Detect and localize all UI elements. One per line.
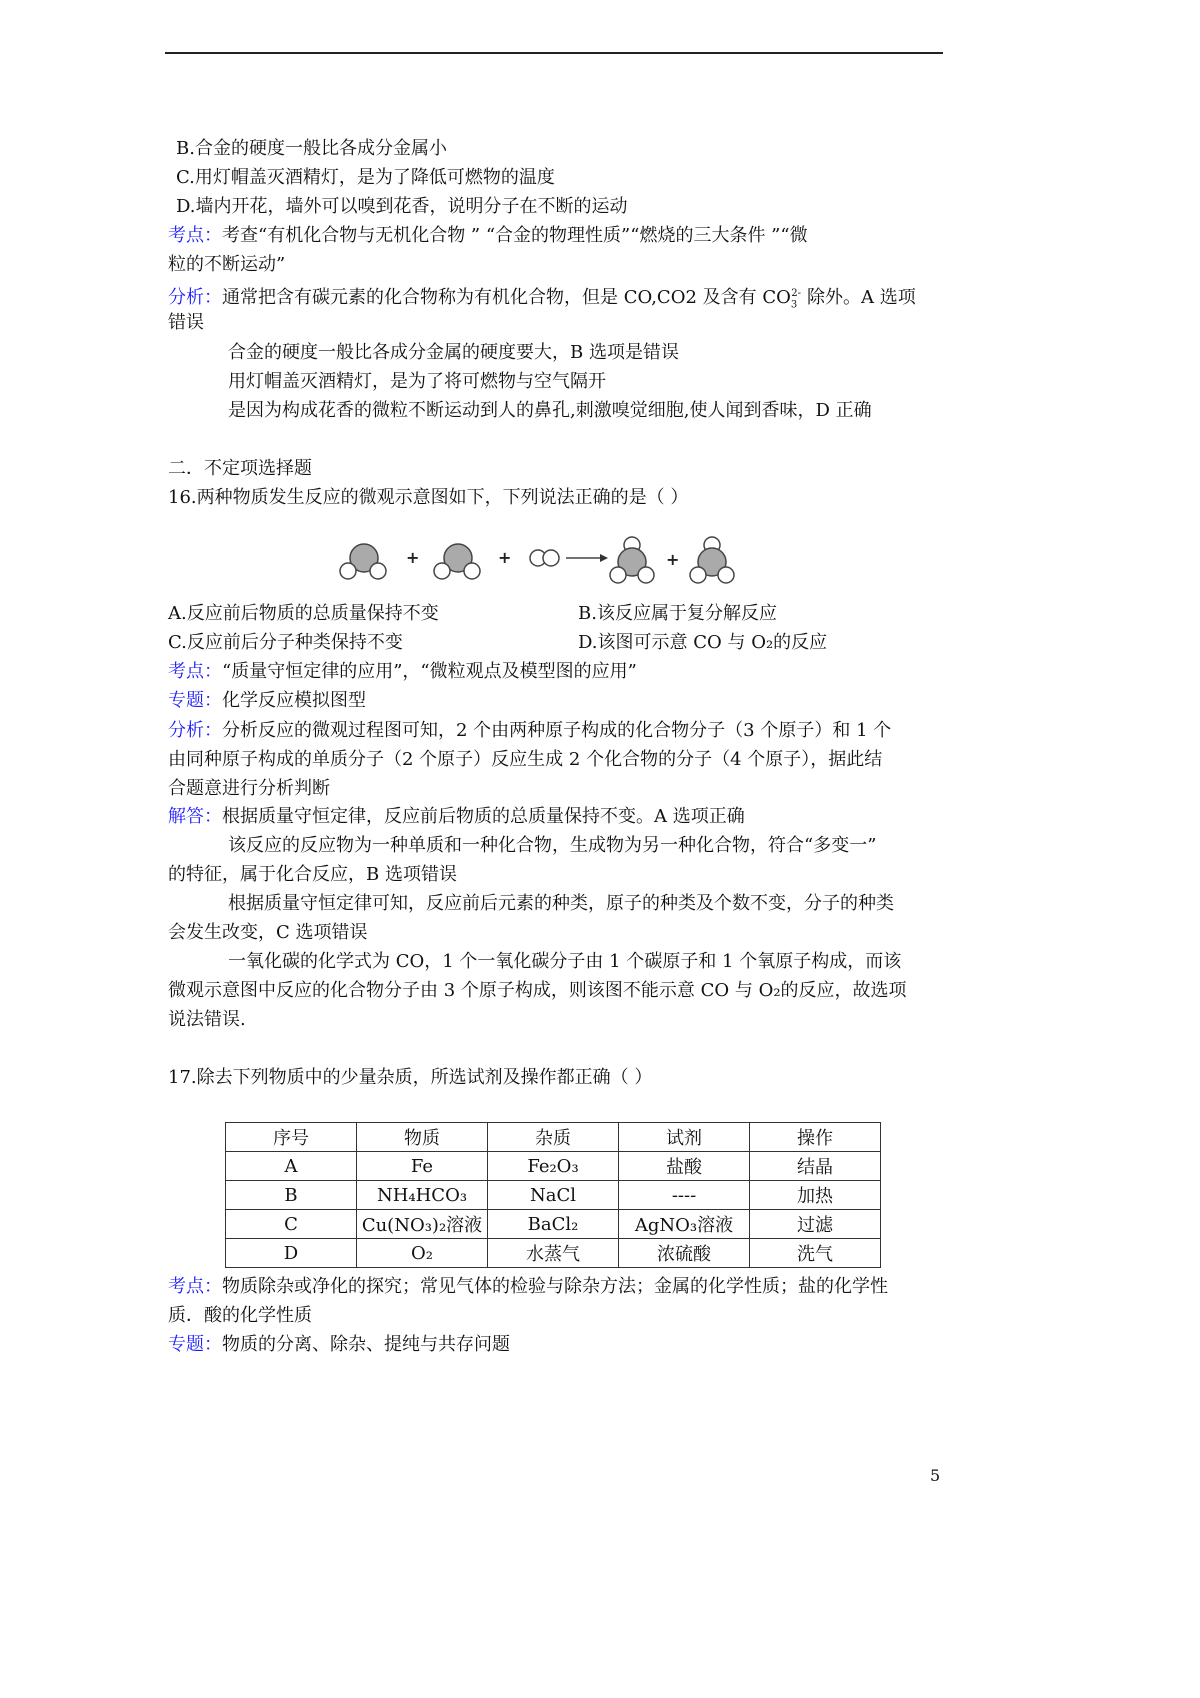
q15-option-c: C.用灯帽盖灭酒精灯，是为了降低可燃物的温度 [176, 167, 555, 188]
cell: D [226, 1239, 357, 1268]
cell: Fe [357, 1152, 488, 1181]
cell: NaCl [488, 1181, 619, 1210]
jieda-text: 该反应的反应物为一种单质和一种化合物，生成物为另一种化合物，符合“多变一” [228, 835, 877, 856]
q15-fenxi [168, 279, 916, 311]
zhuanti-text: 物质的分离、除杂、提纯与共存问题 [222, 1334, 510, 1355]
q16-option-c: C.反应前后分子种类保持不变 [168, 632, 403, 653]
q15-kaodian [168, 221, 808, 250]
kaodian-text: 考查“有机化合物与无机化合物 ” “合金的物理性质”“燃烧的三大条件 ”“微 [222, 225, 808, 246]
kaodian-label: 考点： [168, 225, 222, 246]
q16-question: 16.两种物质发生反应的微观示意图如下，下列说法正确的是（ ） [168, 487, 689, 508]
cell: C [226, 1210, 357, 1239]
jieda-text: 的特征，属于化合反应，B 选项错误 [168, 864, 457, 885]
kaodian-text: 质．酸的化学性质 [168, 1305, 312, 1326]
jieda-text: 会发生改变，C 选项错误 [168, 922, 368, 943]
cell: 盐酸 [619, 1152, 750, 1181]
section-heading: 二．不定项选择题 [168, 458, 312, 479]
q15-option-b: B.合金的硬度一般比各成分金属小 [176, 138, 447, 159]
cell: Cu(NO₃)₂溶液 [357, 1210, 488, 1239]
cell: ---- [619, 1181, 750, 1210]
table-row [226, 1210, 881, 1239]
header-cell: 操作 [750, 1123, 881, 1152]
q17-question: 17.除去下列物质中的少量杂质，所选试剂及操作都正确（ ） [168, 1067, 653, 1088]
header-rule [165, 52, 943, 54]
jieda-text: 微观示意图中反应的化合物分子由 3 个原子构成，则该图不能示意 CO 与 O₂的反应，故选项 [168, 980, 907, 1001]
zhuanti-label: 专题： [168, 1334, 222, 1355]
cell: 过滤 [750, 1210, 881, 1239]
cell: 加热 [750, 1181, 881, 1210]
cell: Fe₂O₃ [488, 1152, 619, 1181]
zhuanti-text: 化学反应模拟图型 [222, 690, 366, 711]
table-row [226, 1181, 881, 1210]
q16-option-a: A.反应前后物质的总质量保持不变 [168, 603, 439, 624]
jieda-label: 解答： [168, 806, 222, 827]
cell: B [226, 1181, 357, 1210]
kaodian-text: “质量守恒定律的应用”，“微粒观点及模型图的应用” [222, 661, 637, 682]
fenxi-label: 分析： [168, 287, 222, 308]
cell: NH₄HCO₃ [357, 1181, 488, 1210]
fenxi-label: 分析： [168, 720, 222, 741]
jieda-text: 一氧化碳的化学式为 CO，1 个一氧化碳分子由 1 个碳原子和 1 个氧原子构成，而该 [228, 951, 902, 972]
cell: AgNO₃溶液 [619, 1210, 750, 1239]
kaodian-text: 物质除杂或净化的探究；常见气体的检验与除杂方法；金属的化学性质；盐的化学性 [222, 1276, 888, 1297]
table-row [226, 1152, 881, 1181]
fenxi-text: 合题意进行分析判断 [168, 778, 330, 799]
cell: BaCl₂ [488, 1210, 619, 1239]
fenxi-text: 分析反应的微观过程图可知，2 个由两种原子构成的化合物分子（3 个原子）和 1 个 [222, 720, 892, 741]
q15-option-d: D.墙内开花，墙外可以嗅到花香，说明分子在不断的运动 [176, 196, 628, 217]
fenxi-text-end: 除外。A 选项 [807, 287, 916, 308]
cell: 结晶 [750, 1152, 881, 1181]
header-cell: 物质 [357, 1123, 488, 1152]
q15-kaodian-cont: 粒的不断运动” [168, 254, 286, 275]
jieda-text: 根据质量守恒定律，反应前后物质的总质量保持不变。A 选项正确 [222, 806, 745, 827]
jieda-text: 说法错误. [168, 1009, 246, 1030]
cell: 水蒸气 [488, 1239, 619, 1268]
header-cell: 序号 [226, 1123, 357, 1152]
cell: 浓硫酸 [619, 1239, 750, 1268]
cell: O₂ [357, 1239, 488, 1268]
reaction-diagram [330, 528, 750, 598]
header-cell: 试剂 [619, 1123, 750, 1152]
q15-fenxi-d: 是因为构成花香的微粒不断运动到人的鼻孔,刺激嗅觉细胞,使人闻到香味，D 正确 [228, 400, 872, 421]
q16-option-d: D.该图可示意 CO 与 O₂的反应 [578, 632, 828, 653]
svg-text:+: + [406, 548, 420, 567]
cell: 洗气 [750, 1239, 881, 1268]
superscript: 2- [791, 288, 801, 299]
q15-fenxi-b: 合金的硬度一般比各成分金属的硬度要大，B 选项是错误 [228, 342, 679, 363]
subscript: 3 [790, 299, 798, 311]
kaodian-label: 考点： [168, 1276, 222, 1297]
zhuanti-label: 专题： [168, 690, 222, 711]
fenxi-text: 通常把含有碳元素的化合物称为有机化合物，但是 CO,CO2 及含有 CO [222, 287, 791, 308]
table-header-row [226, 1123, 881, 1152]
q15-fenxi-c: 用灯帽盖灭酒精灯，是为了将可燃物与空气隔开 [228, 371, 606, 392]
q16-option-b: B.该反应属于复分解反应 [578, 603, 777, 624]
kaodian-label: 考点： [168, 661, 222, 682]
q15-fenxi-cont: 错误 [168, 312, 204, 333]
cell: A [226, 1152, 357, 1181]
jieda-text: 根据质量守恒定律可知，反应前后元素的种类，原子的种类及个数不变，分子的种类 [228, 893, 894, 914]
svg-text:+: + [666, 550, 680, 569]
header-cell: 杂质 [488, 1123, 619, 1152]
fenxi-text: 由同种原子构成的单质分子（2 个原子）反应生成 2 个化合物的分子（4 个原子），据此结 [168, 749, 883, 770]
impurity-table [225, 1122, 881, 1268]
page-number: 5 [930, 1466, 941, 1485]
table-row [226, 1239, 881, 1268]
svg-text:+: + [498, 548, 512, 567]
